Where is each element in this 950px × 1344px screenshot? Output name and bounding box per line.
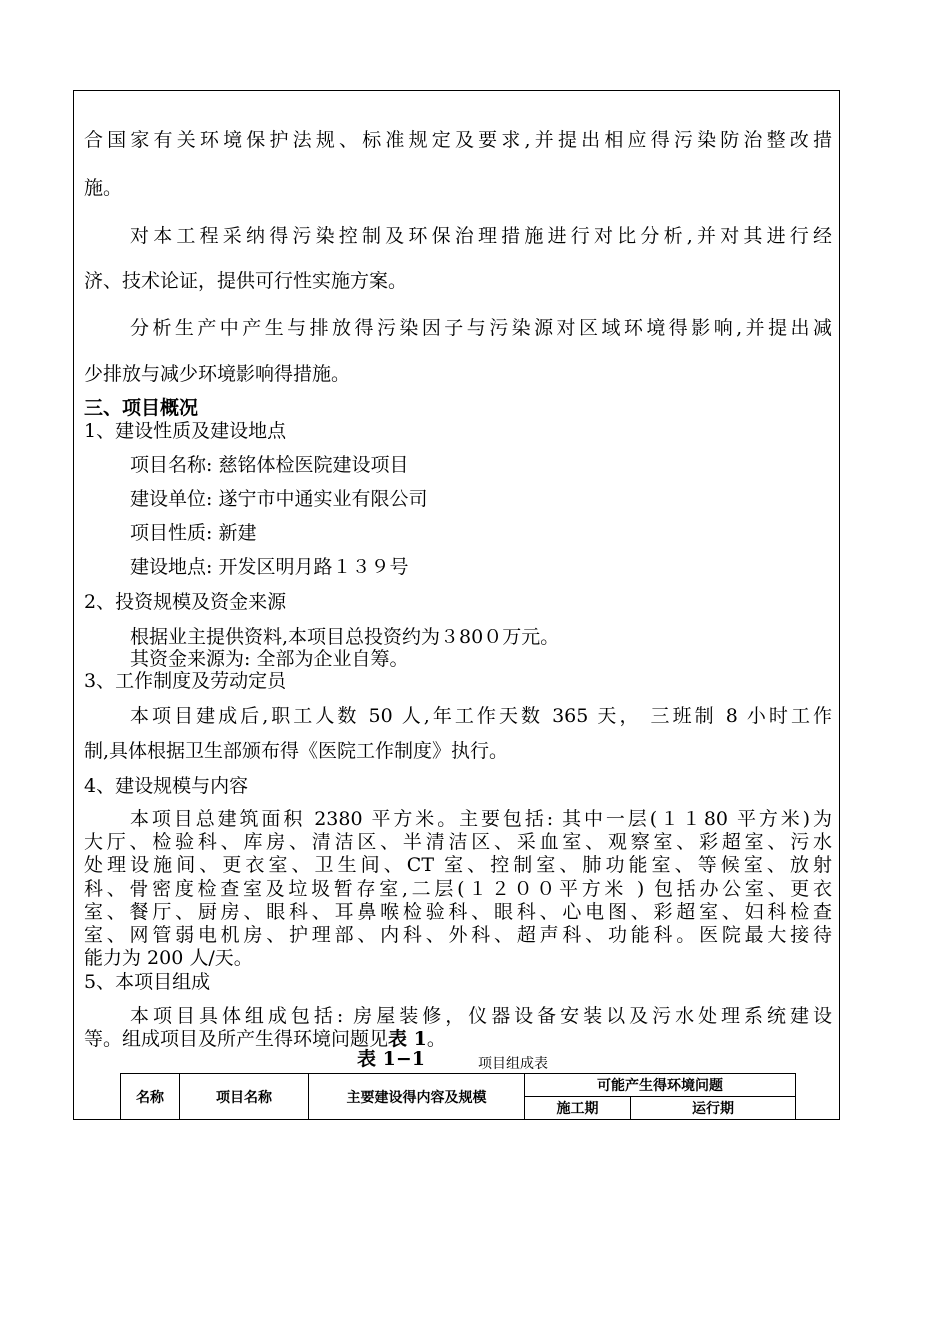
table-caption-label: 表 1−1	[357, 1048, 425, 1070]
paragraph-line: 能力为 200 人/天。	[84, 947, 253, 969]
paragraph-line: 施。	[84, 177, 123, 199]
paragraph-line: 项目性质: 新建	[130, 522, 257, 544]
paragraph-line: 本项目具体组成包括: 房屋装修，仪器设备安装以及污水处理系统建设	[130, 1005, 832, 1027]
table-reference: 表 1	[388, 1028, 427, 1050]
header-cell-content: 主要建设得内容及规模	[309, 1074, 525, 1120]
paragraph-line: 建设单位: 遂宁市中通实业有限公司	[130, 488, 428, 510]
paragraph-line: 少排放与减少环境影响得措施。	[84, 363, 351, 385]
paragraph-line: 建设地点: 开发区明月路１３９号	[130, 556, 409, 578]
header-cell-name: 名称	[121, 1074, 180, 1120]
table-caption-title: 项目组成表	[478, 1056, 548, 1072]
paragraph-line: 对本工程采纳得污染控制及环保治理措施进行对比分析,并对其进行经	[130, 225, 832, 247]
paragraph-line: 制,具体根据卫生部颁布得《医院工作制度》执行。	[84, 740, 509, 762]
paragraph-line: 根据业主提供资料,本项目总投资约为３80０万元。	[130, 626, 560, 648]
header-cell-operation: 运行期	[631, 1097, 796, 1120]
paragraph-line: 合国家有关环境保护法规、标准规定及要求,并提出相应得污染防治整改措	[84, 129, 832, 151]
subsection-heading: 1、建设性质及建设地点	[84, 420, 287, 442]
paragraph-line: 科、骨密度检查室及垃圾暂存室,二层(１２００平方米 ) 包括办公室、更衣	[84, 878, 832, 900]
paragraph-line: 其资金来源为: 全部为企业自筹。	[130, 648, 409, 670]
paragraph-line: 本项目总建筑面积 2380 平方米。主要包括: 其中一层(１１80 平方米)为	[130, 808, 832, 830]
header-cell-project: 项目名称	[180, 1074, 309, 1120]
project-composition-table	[120, 1073, 796, 1120]
paragraph-line: 处理设施间、更衣室、卫生间、CT 室、控制室、肺功能室、等候室、放射	[84, 854, 832, 876]
text-run: 等。组成项目及所产生得环境问题见	[84, 1028, 389, 1050]
paragraph-line: 分析生产中产生与排放得污染因子与污染源对区域环境得影响,并提出减	[130, 317, 832, 339]
paragraph-line: 大厅、检验科、库房、清洁区、半清洁区、采血室、观察室、彩超室、污水	[84, 831, 832, 853]
paragraph-line: 室、网管弱电机房、护理部、内科、外科、超声科、功能科。医院最大接待	[84, 924, 832, 946]
section-heading: 三、项目概况	[84, 397, 199, 419]
table-header-row	[121, 1074, 796, 1097]
subsection-heading: 2、投资规模及资金来源	[84, 591, 287, 613]
paragraph-line: 室、餐厅、厨房、眼科、耳鼻喉检验科、眼科、心电图、彩超室、妇科检查	[84, 901, 832, 923]
header-cell-construction: 施工期	[525, 1097, 631, 1120]
header-cell-issues: 可能产生得环境问题	[525, 1074, 796, 1097]
text-run: 。	[426, 1028, 446, 1050]
subsection-heading: 5、本项目组成	[84, 971, 211, 993]
paragraph-line: 项目名称: 慈铭体检医院建设项目	[130, 454, 409, 476]
paragraph-line: 济、技术论证，提供可行性实施方案。	[84, 270, 408, 292]
subsection-heading: 4、建设规模与内容	[84, 775, 249, 797]
subsection-heading: 3、工作制度及劳动定员	[84, 670, 287, 692]
paragraph-line: 本项目建成后,职工人数 50 人,年工作天数 365 天， 三班制 8 小时工作	[130, 705, 832, 727]
